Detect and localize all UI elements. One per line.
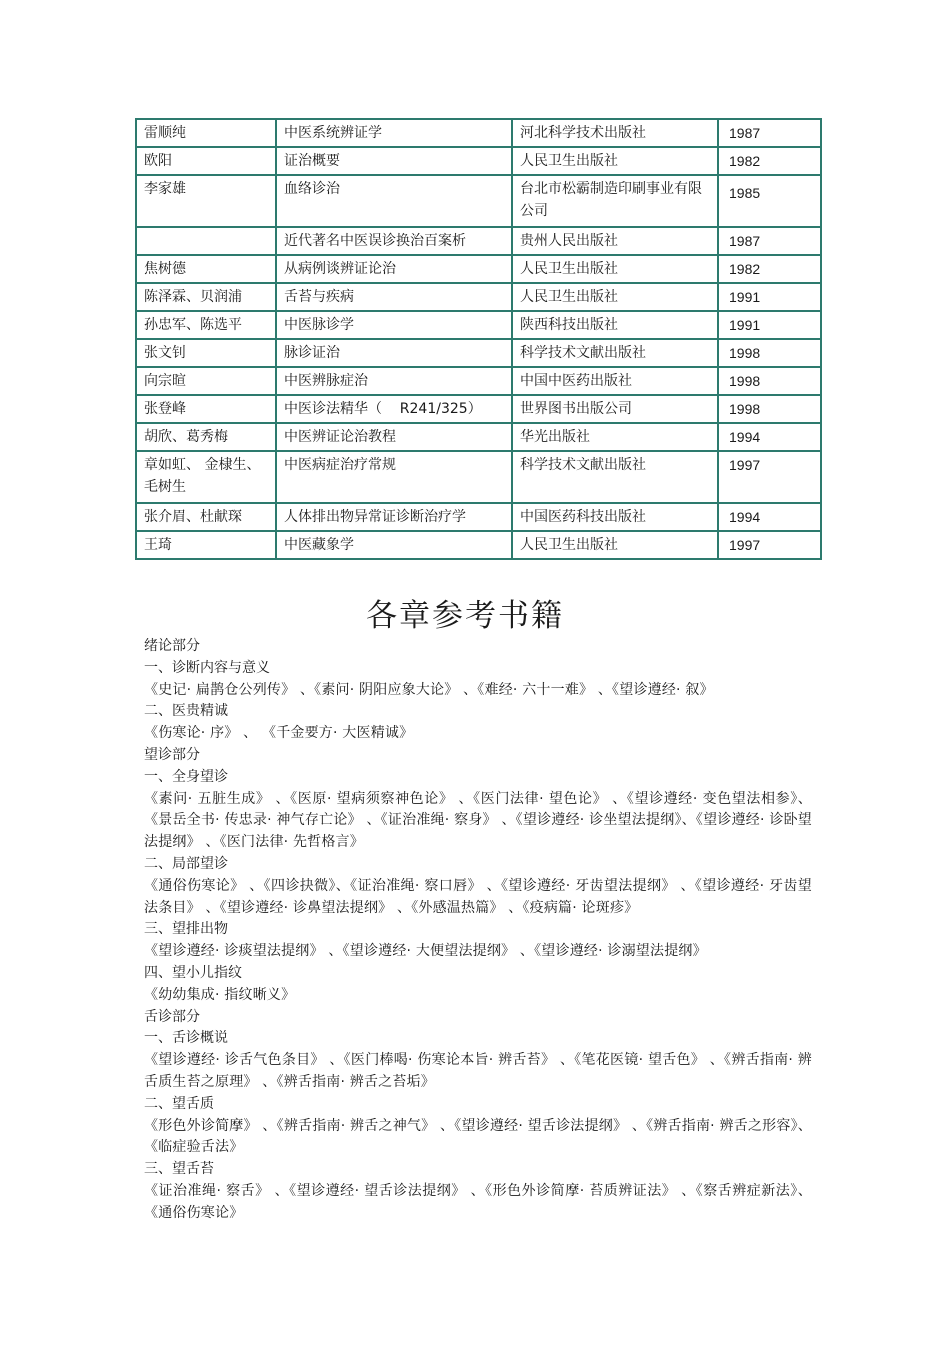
- reference-paragraph: 《伤寒论· 序》 、 《千金要方· 大医精诚》: [144, 725, 414, 742]
- publisher-cell: 华光出版社: [512, 423, 718, 451]
- book-title-cell: 中医辨证论治教程: [276, 423, 512, 451]
- year-cell: 1982: [718, 147, 821, 175]
- subsection-heading: 四、望小儿指纹: [144, 964, 242, 981]
- publisher-cell: 贵州人民出版社: [512, 227, 718, 255]
- table-row: [136, 395, 821, 423]
- author-cell: 李家雄: [136, 175, 276, 227]
- author-cell: 焦树德: [136, 255, 276, 283]
- year-cell: 1987: [718, 119, 821, 147]
- book-title-cell: 中医藏象学: [276, 531, 512, 559]
- reference-paragraph: 《证治准绳· 察舌》 、《望诊遵经· 望舌诊法提纲》 、《形色外诊简摩· 苔质辨证法》 、《察舌辨症新法》、《通俗伤寒论》: [144, 1182, 812, 1221]
- author-cell: 陈泽霖、贝润浦: [136, 283, 276, 311]
- book-title-cell: 中医系统辨证学: [276, 119, 512, 147]
- year-cell: 1997: [718, 451, 821, 503]
- reference-table-body: [136, 119, 821, 559]
- section-heading: 绪论部分: [144, 638, 200, 654]
- book-title-cell: 从病例谈辨证论治: [276, 255, 512, 283]
- table-row: [136, 451, 821, 503]
- author-cell: [136, 227, 276, 255]
- reference-paragraph: 《形色外诊简摩》 、《辨舌指南· 辨舌之神气》 、《望诊遵经· 望舌诊法提纲》 、《辨舌指南· 辨舌之形容》、《临症验舌法》: [144, 1117, 812, 1156]
- year-cell: 1982: [718, 255, 821, 283]
- subsection-heading: 二、局部望诊: [144, 855, 228, 872]
- subsection-heading: 二、医贵精诚: [144, 703, 228, 720]
- book-title-cell: 中医病症治疗常规: [276, 451, 512, 503]
- author-cell: 胡欣、葛秀梅: [136, 423, 276, 451]
- reference-paragraph: 《通俗伤寒论》 、《四诊抉微》、《证治准绳· 察口唇》 、《望诊遵经· 牙齿望法提纲》 、《望诊遵经· 牙齿望法条目》 、《望诊遵经· 诊鼻望法提纲》 、《外感温热篇》 、《疫病篇· 论斑疹》: [144, 877, 812, 916]
- table-row: [136, 367, 821, 395]
- publisher-cell: 人民卫生出版社: [512, 283, 718, 311]
- publisher-cell: 科学技术文献出版社: [512, 451, 718, 503]
- publisher-cell: 人民卫生出版社: [512, 531, 718, 559]
- year-cell: 1991: [718, 283, 821, 311]
- book-title-cell: 舌苔与疾病: [276, 283, 512, 311]
- year-cell: 1985: [718, 175, 821, 227]
- subsection-heading: 二、望舌质: [144, 1095, 214, 1112]
- year-cell: 1998: [718, 395, 821, 423]
- author-cell: 张介眉、杜献琛: [136, 503, 276, 531]
- author-cell: 张文钊: [136, 339, 276, 367]
- author-cell: 王琦: [136, 531, 276, 559]
- year-cell: 1994: [718, 423, 821, 451]
- year-cell: 1991: [718, 311, 821, 339]
- table-row: [136, 227, 821, 255]
- year-cell: 1998: [718, 367, 821, 395]
- subsection-heading: 三、望排出物: [144, 921, 228, 938]
- reference-paragraph: 《望诊遵经· 诊舌气色条目》 、《医门棒喝· 伤寒论本旨· 辨舌苔》 、《笔花医镜· 望舌色》 、《辨舌指南· 辨舌质生苔之原理》 、《辨舌指南· 辨舌之苔垢》: [144, 1052, 812, 1090]
- table-row: [136, 311, 821, 339]
- table-row: [136, 119, 821, 147]
- book-title-cell: 近代著名中医误诊换治百案析: [276, 227, 512, 255]
- reference-paragraph: 《史记· 扁鹊仓公列传》 、《素问· 阴阳应象大论》 、《难经· 六十一难》 、《望诊遵经· 叙》: [144, 681, 714, 698]
- publisher-cell: 人民卫生出版社: [512, 255, 718, 283]
- author-cell: 章如虹、 金棣生、毛树生: [136, 451, 276, 503]
- table-row: [136, 283, 821, 311]
- publisher-cell: 中国中医药出版社: [512, 367, 718, 395]
- table-row: [136, 339, 821, 367]
- book-title-cell: 中医辨脉症治: [276, 367, 512, 395]
- reference-table: [135, 118, 822, 560]
- author-cell: 孙忠军、陈选平: [136, 311, 276, 339]
- year-cell: 1997: [718, 531, 821, 559]
- subsection-heading: 一、全身望诊: [144, 768, 228, 785]
- publisher-cell: 科学技术文献出版社: [512, 339, 718, 367]
- table-row: [136, 255, 821, 283]
- author-cell: 雷顺纯: [136, 119, 276, 147]
- subsection-heading: 一、舌诊概说: [144, 1030, 228, 1047]
- reference-paragraph: 《幼幼集成· 指纹晰义》: [144, 986, 296, 1003]
- book-title-cell: 中医诊法精华（ R241/325）: [276, 395, 512, 423]
- subsection-heading: 三、望舌苔: [144, 1161, 214, 1178]
- subsection-heading: 一、诊断内容与意义: [144, 659, 270, 676]
- book-title-cell: 证治概要: [276, 147, 512, 175]
- publisher-cell: 人民卫生出版社: [512, 147, 718, 175]
- reference-list: [144, 636, 812, 1225]
- year-cell: 1987: [718, 227, 821, 255]
- publisher-cell: 陕西科技出版社: [512, 311, 718, 339]
- table-row: [136, 531, 821, 559]
- book-title-cell: 中医脉诊学: [276, 311, 512, 339]
- publisher-cell: 中国医药科技出版社: [512, 503, 718, 531]
- table-row: [136, 423, 821, 451]
- reference-paragraph: 《望诊遵经· 诊痰望法提纲》 、《望诊遵经· 大便望法提纲》 、《望诊遵经· 诊溺望法提纲》: [144, 943, 707, 960]
- publisher-cell: 河北科学技术出版社: [512, 119, 718, 147]
- book-title-cell: 脉诊证治: [276, 339, 512, 367]
- table-row: [136, 147, 821, 175]
- year-cell: 1994: [718, 503, 821, 531]
- book-title-cell: 血络诊治: [276, 175, 512, 227]
- publisher-cell: 世界图书出版公司: [512, 395, 718, 423]
- reference-paragraph: 《素问· 五脏生成》 、《医原· 望病须察神色论》 、《医门法律· 望色论》 、《望诊遵经· 变色望法相参》、《景岳全书· 传忠录· 神气存亡论》 、《证治准绳· 察身》 、《望诊遵经· 诊坐望法提纲》、《望诊遵经· 诊卧望法提纲》 、《医门法律· 先哲格言》: [144, 790, 812, 851]
- table-row: [136, 175, 821, 227]
- author-cell: 张登峰: [136, 395, 276, 423]
- publisher-cell: 台北市松霸制造印刷事业有限公司: [512, 175, 718, 227]
- section-heading: 舌诊部分: [144, 1008, 200, 1025]
- author-cell: 向宗暄: [136, 367, 276, 395]
- section-heading: 望诊部分: [144, 746, 200, 763]
- table-row: [136, 503, 821, 531]
- author-cell: 欧阳: [136, 147, 276, 175]
- section-title: 各章参考书籍: [366, 598, 564, 634]
- year-cell: 1998: [718, 339, 821, 367]
- book-title-cell: 人体排出物异常证诊断治疗学: [276, 503, 512, 531]
